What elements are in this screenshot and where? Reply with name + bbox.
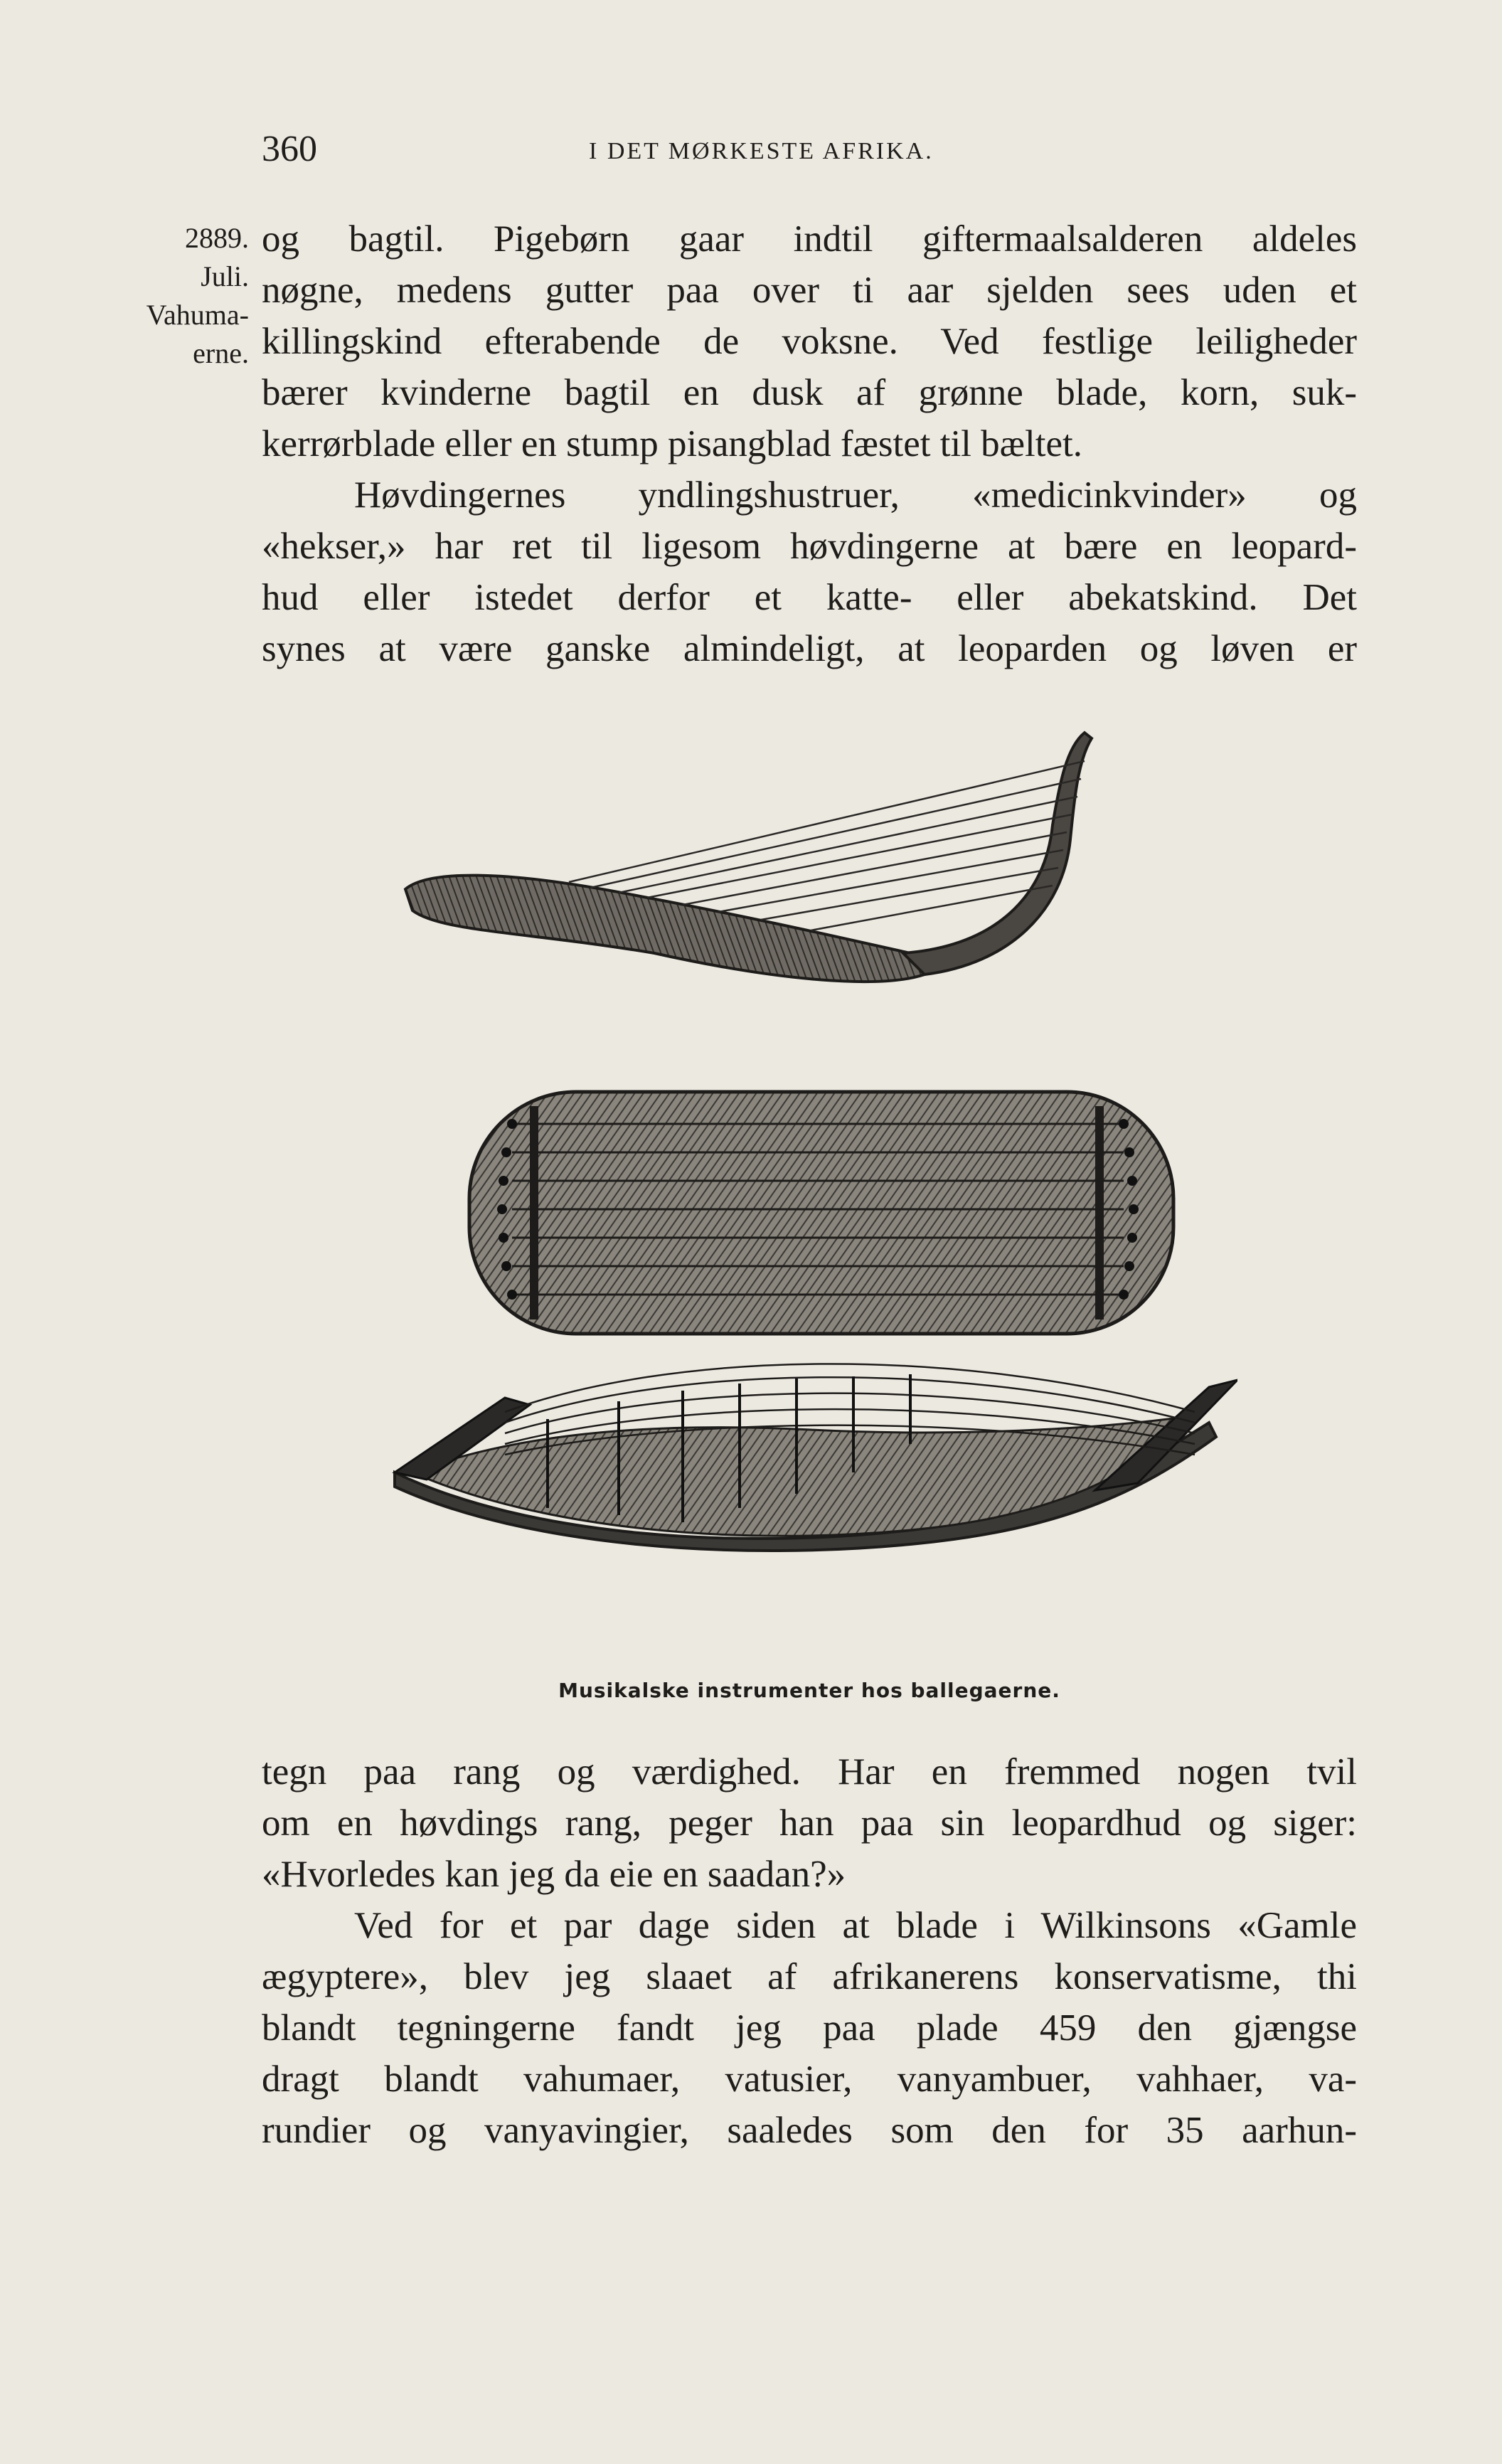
page-number: 360 [262,129,317,169]
margin-notes [117,219,249,373]
margin-note-month: Juli. [201,260,249,292]
figure-caption: Musikalske instrumenter hos ballegaerne. [558,1679,1060,1702]
harp-body [405,876,925,982]
margin-note-year: 2889. [185,222,249,254]
text-line: tegn paa rang og værdighed. Har en fremmed nogen tvil [262,1751,1357,1793]
body-text-bottom [262,1746,1357,2156]
text-line: og bagtil. Pigebørn gaar indtil giftermaalsalderen aldeles [262,218,1357,260]
text-line: hud eller istedet derfor et katte- eller abekatskind. Det [262,577,1357,618]
page-header [262,128,1357,178]
text-line: rundier og vanyavingier, saaledes som den for 35 aarhun- [262,2110,1357,2151]
bow-harp-drawing [405,733,1092,982]
body-text-top [262,213,1357,674]
margin-note-topic: Vahuma- [146,299,249,331]
zither-bridge-left [530,1106,538,1319]
text-line: nøgne, medens gutter paa over ti aar sjelden sees uden et [262,270,1357,311]
margin-note-topic-cont: erne. [193,337,249,369]
zither-bridge-right [1095,1106,1104,1319]
running-title: I DET MØRKESTE AFRIKA. [589,138,934,164]
harp-neck [903,733,1092,975]
instruments-illustration [384,718,1237,1714]
trough-zither-drawing [395,1364,1237,1551]
text-line: «hekser,» har ret til ligesom høvdingerne at bære en leopard- [262,526,1357,567]
text-line: kerrørblade eller en stump pisangblad fæstet til bæltet. [262,423,1082,464]
text-line: «Hvorledes kan jeg da eie en saadan?» [262,1854,846,1895]
zither-board [469,1092,1173,1334]
text-line: ægyptere», blev jeg slaaet af afrikanerens konservatisme, thi [262,1956,1357,1997]
illustration-svg [384,718,1237,1714]
text-line: killingskind efterabende de voksne. Ved festlige leiligheder [262,321,1357,362]
text-line: synes at være ganske almindeligt, at leoparden og løven er [262,628,1357,669]
board-zither-drawing [469,1092,1173,1334]
text-line: bærer kvinderne bagtil en dusk af grønne blade, korn, suk- [262,372,1357,413]
text-line: Ved for et par dage siden at blade i Wilkinsons «Gamle [354,1905,1357,1946]
text-line: Høvdingernes yndlingshustruer, «medicinkvinder» og [354,474,1357,516]
text-line: dragt blandt vahumaer, vatusier, vanyambuer, vahhaer, va- [262,2059,1357,2100]
text-line: om en høvdings rang, peger han paa sin leopardhud og siger: [262,1802,1357,1844]
text-line: blandt tegningerne fandt jeg paa plade 459 den gjængse [262,2007,1357,2049]
